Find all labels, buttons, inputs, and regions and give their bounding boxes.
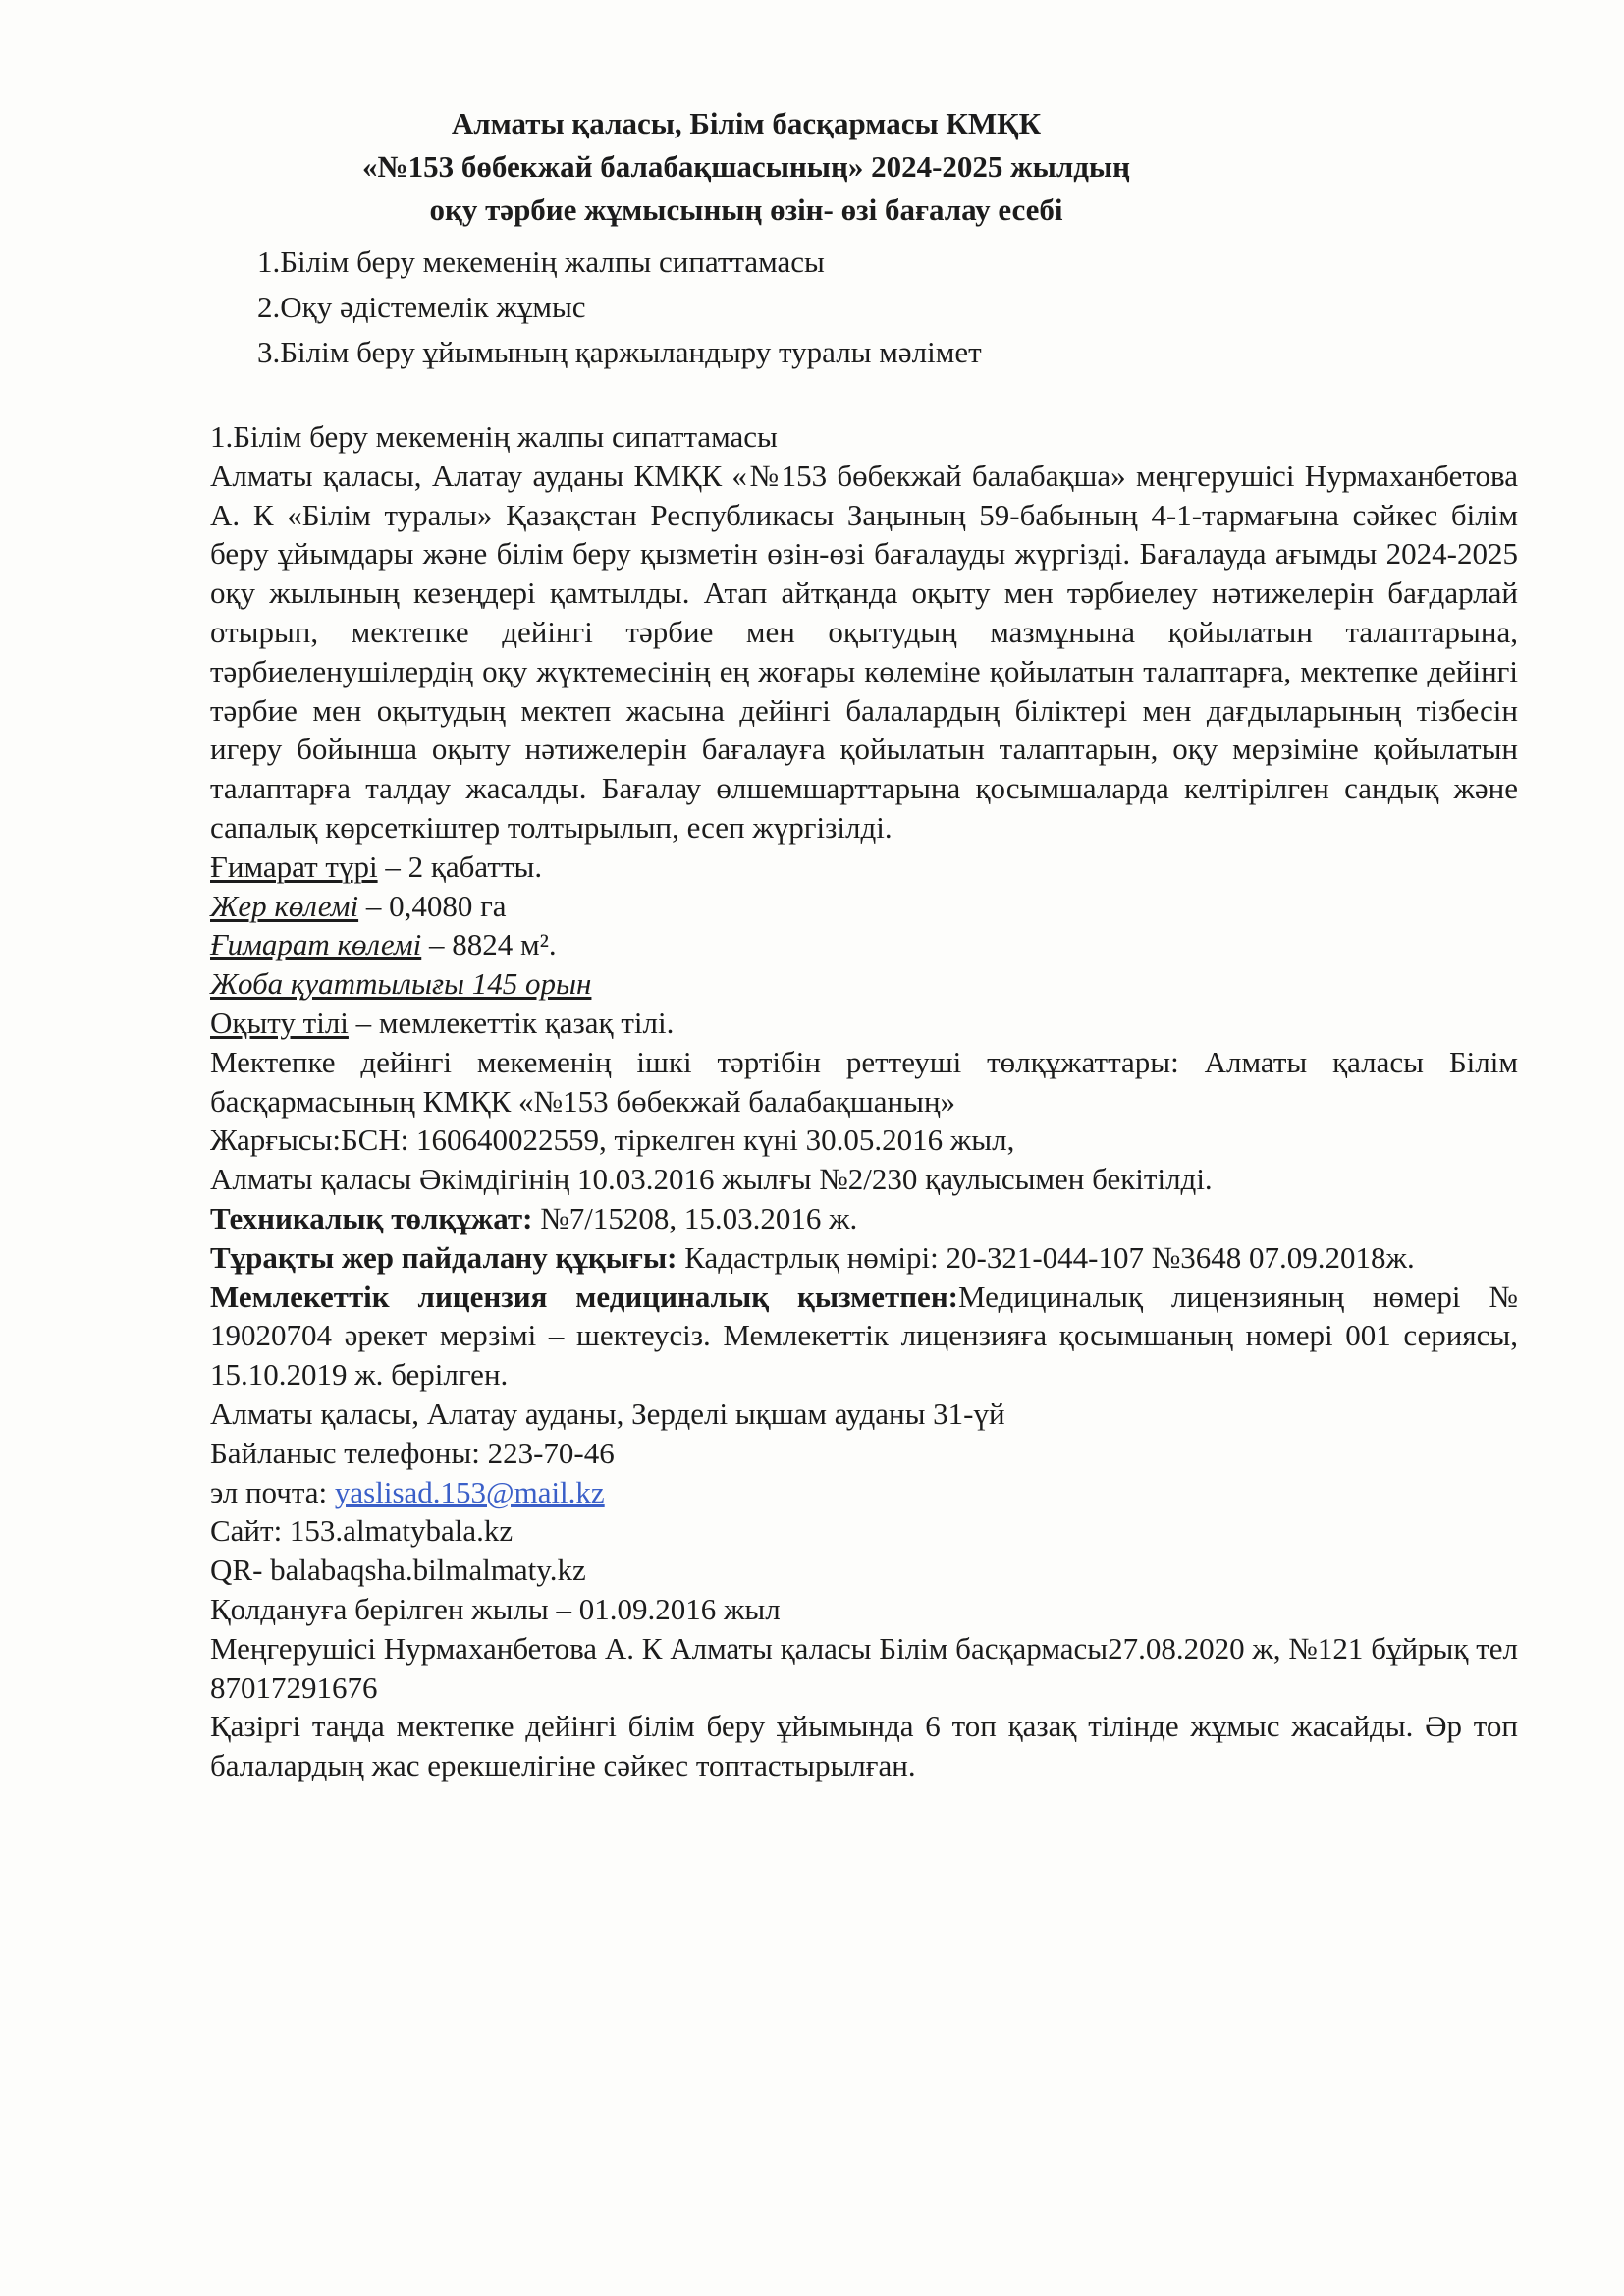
- intro-paragraph: Алматы қаласы, Алатау ауданы КМҚК «№153 бөбекжай балабақша» меңгерушісі Нурмаханбетова А. К «Білім туралы» Қазақстан Республикасы Заңының 59-бабының 4-1-тармағына сәйкес білім беру ұйымдары және білім беру қызметін өзін-өзі бағалауды жүргізді. Бағалауда ағымды 2024-2025 оқу жылының кезеңдері қамтылды. Атап айтқанда оқыту мен тәрбиелеу нәтижелерін бағдарлай отырып, мектепке дейінгі тәрбие мен оқытудың мазмұнына қойылатын талаптарына, тәрбиеленушілердің оқу жүктемесінің ең жоғары көлеміне қойылатын талаптарға, мектепке дейінгі тәрбие мен оқытудың мектеп жасына дейінгі балалардың біліктері мен дағдыларының тізбесін игеру бойынша оқыту нәтижелерін бағалауға қойылатын талаптарын, оқу мерзіміне қойылатын талаптарға талдау жасалды. Бағалау өлшемшарттарына қосымшаларда келтірілген сандық және сапалық көрсеткіштер толтырылып, есеп жүргізілді.: [210, 458, 1518, 845]
- title-line-3: оқу тәрбие жұмысының өзін- өзі бағалау есебі: [429, 192, 1063, 227]
- license-label: Мемлекеттік лицензия медициналық қызметпен:: [210, 1279, 958, 1314]
- land-area-value: – 0,4080 га: [358, 888, 507, 923]
- license-value: Медициналық лицензияның нөмері № 19020704 әрекет мерзімі – шектеусіз. Мемлекеттік лицензияға қосымшаның номері 001 сериясы, 15.10.2019 ж. берілген.: [210, 1279, 1518, 1393]
- building-type-value: – 2 қабатты.: [377, 848, 543, 884]
- commissioned-line: Қолдануға берілген жылы – 01.09.2016 жыл: [210, 1591, 781, 1626]
- toc-item: 1.Білім беру мекеменің жалпы сипаттамасы: [257, 245, 825, 279]
- building-volume-value: – 8824 м².: [421, 927, 557, 962]
- address-line: Алматы қаласы, Алатау ауданы, Зерделі ықшам ауданы 31-үй: [210, 1395, 1005, 1431]
- table-of-contents: [257, 240, 982, 375]
- title-line-2: «№153 бөбекжай балабақшасының» 2024-2025 жылдың: [362, 149, 1130, 184]
- head-paragraph: Меңгерушісі Нурмаханбетова А. К Алматы қаласы Білім басқармасы27.08.2020 ж, №121 бұйрық тел 87017291676: [210, 1630, 1518, 1705]
- capacity-text: Жоба қуаттылығы 145 орын: [210, 966, 592, 1002]
- site-line: Сайт: 153.almatybala.kz: [210, 1513, 514, 1549]
- tech-passport-value: №7/15208, 15.03.2016 ж.: [532, 1200, 858, 1235]
- language: [210, 1004, 1518, 1043]
- email-link[interactable]: yaslisad.153@mail.kz: [334, 1474, 605, 1509]
- capacity: [210, 964, 1518, 1004]
- land-right: [210, 1238, 1518, 1278]
- land-area-label: Жер көлемі: [210, 888, 359, 923]
- charter-line: Жарғысы:БСН: 160640022559, тіркелген күні 30.05.2016 жыл,: [210, 1122, 1015, 1158]
- approval-line: Алматы қаласы Әкімдігінің 10.03.2016 жылғы №2/230 қаулысымен бекітілді.: [210, 1162, 1213, 1197]
- building-type: [210, 847, 1518, 887]
- document-title: [0, 102, 1492, 232]
- building-type-label: Ғимарат түрі: [210, 848, 378, 884]
- phone-line: Байланыс телефоны: 223-70-46: [210, 1435, 615, 1470]
- regulations-paragraph: Мектепке дейінгі мекеменің ішкі тәртібін реттеуші төлқұжаттары: Алматы қаласы Білім басқармасының КМҚК «№153 бөбекжай балабақшаның»: [210, 1044, 1518, 1119]
- toc-item: 3.Білім беру ұйымының қаржыландыру туралы мәлімет: [257, 335, 982, 369]
- land-right-label: Тұрақты жер пайдалану құқығы:: [210, 1239, 677, 1275]
- building-volume: [210, 925, 1518, 964]
- groups-paragraph: Қазіргі таңда мектепке дейінгі білім беру ұйымында 6 топ қазақ тілінде жұмыс жасайды. Әр топ балалардың жас ерекшелігіне сәйкес топтастырылған.: [210, 1709, 1518, 1783]
- building-volume-label: Ғимарат көлемі: [210, 927, 422, 962]
- land-area: [210, 887, 1518, 926]
- email-label: эл почта:: [210, 1474, 335, 1509]
- tech-passport: [210, 1199, 1518, 1238]
- land-right-value: Кадастрлық нөмірі: 20-321-044-107 №3648 07.09.2018ж.: [677, 1239, 1415, 1275]
- language-label: Оқыту тілі: [210, 1005, 349, 1040]
- email-line: [210, 1473, 1518, 1512]
- qr-line: QR- balabaqsha.bilmalmaty.kz: [210, 1553, 586, 1588]
- tech-passport-label: Техникалық төлқұжат:: [210, 1200, 533, 1235]
- license-paragraph: [210, 1278, 1518, 1394]
- section-1-heading: 1.Білім беру мекеменің жалпы сипаттамасы: [210, 419, 778, 454]
- title-line-1: Алматы қаласы, Білім басқармасы КМҚК: [451, 106, 1042, 140]
- language-value: – мемлекеттік қазақ тілі.: [348, 1005, 675, 1040]
- toc-item: 2.Оқу әдістемелік жұмыс: [257, 290, 586, 324]
- section-1-body: [210, 417, 1518, 1785]
